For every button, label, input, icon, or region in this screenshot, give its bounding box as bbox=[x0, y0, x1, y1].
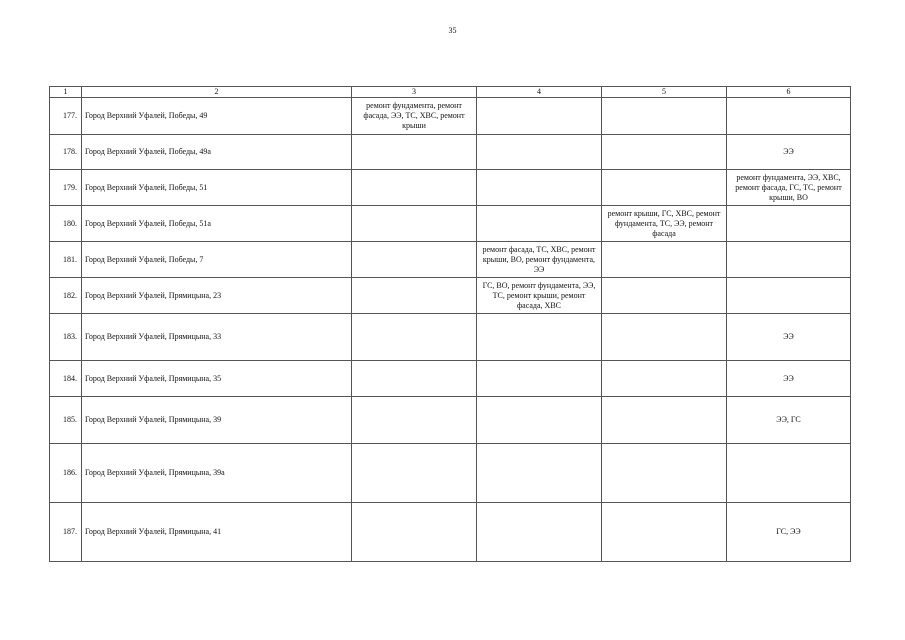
works-table bbox=[49, 86, 851, 562]
cell-num: 180. bbox=[50, 206, 82, 242]
table-row bbox=[50, 397, 851, 444]
cell-c4: ГС, ВО, ремонт фундамента, ЭЭ, ТС, ремонт крыши, ремонт фасада, ХВС bbox=[477, 278, 602, 314]
cell-c4 bbox=[477, 98, 602, 135]
cell-c5: ремонт крыши, ГС, ХВС, ремонт фундамента, ТС, ЭЭ, ремонт фасада bbox=[602, 206, 727, 242]
cell-num: 186. bbox=[50, 444, 82, 503]
cell-address: Город Верхний Уфалей, Победы, 51 bbox=[82, 170, 352, 206]
cell-address: Город Верхний Уфалей, Прямицына, 23 bbox=[82, 278, 352, 314]
cell-address: Город Верхний Уфалей, Прямицына, 39а bbox=[82, 444, 352, 503]
cell-c5 bbox=[602, 170, 727, 206]
table-row bbox=[50, 314, 851, 361]
cell-c6: ЭЭ bbox=[727, 314, 851, 361]
cell-c5 bbox=[602, 314, 727, 361]
table-row bbox=[50, 206, 851, 242]
cell-address: Город Верхний Уфалей, Победы, 7 bbox=[82, 242, 352, 278]
cell-num: 185. bbox=[50, 397, 82, 444]
cell-c5 bbox=[602, 135, 727, 170]
column-header: 2 bbox=[82, 87, 352, 98]
cell-c6 bbox=[727, 242, 851, 278]
column-header: 5 bbox=[602, 87, 727, 98]
cell-c3 bbox=[352, 170, 477, 206]
cell-address: Город Верхний Уфалей, Победы, 51а bbox=[82, 206, 352, 242]
cell-address: Город Верхний Уфалей, Победы, 49а bbox=[82, 135, 352, 170]
cell-c3: ремонт фундамента, ремонт фасада, ЭЭ, ТС, ХВС, ремонт крыши bbox=[352, 98, 477, 135]
cell-c3 bbox=[352, 361, 477, 397]
cell-c6 bbox=[727, 98, 851, 135]
cell-num: 182. bbox=[50, 278, 82, 314]
table-row bbox=[50, 361, 851, 397]
column-header: 1 bbox=[50, 87, 82, 98]
cell-c5 bbox=[602, 98, 727, 135]
cell-c6: ГС, ЭЭ bbox=[727, 503, 851, 562]
cell-address: Город Верхний Уфалей, Прямицына, 39 bbox=[82, 397, 352, 444]
cell-c3 bbox=[352, 135, 477, 170]
cell-c6 bbox=[727, 206, 851, 242]
cell-c5 bbox=[602, 242, 727, 278]
cell-c5 bbox=[602, 361, 727, 397]
cell-num: 183. bbox=[50, 314, 82, 361]
cell-c4 bbox=[477, 135, 602, 170]
cell-c6 bbox=[727, 444, 851, 503]
cell-c5 bbox=[602, 278, 727, 314]
cell-address: Город Верхний Уфалей, Победы, 49 bbox=[82, 98, 352, 135]
cell-num: 179. bbox=[50, 170, 82, 206]
cell-c6: ЭЭ, ГС bbox=[727, 397, 851, 444]
table-row bbox=[50, 135, 851, 170]
cell-num: 177. bbox=[50, 98, 82, 135]
column-header: 4 bbox=[477, 87, 602, 98]
cell-address: Город Верхний Уфалей, Прямицына, 35 bbox=[82, 361, 352, 397]
cell-num: 187. bbox=[50, 503, 82, 562]
cell-c3 bbox=[352, 278, 477, 314]
cell-c5 bbox=[602, 503, 727, 562]
cell-c5 bbox=[602, 397, 727, 444]
cell-c4 bbox=[477, 444, 602, 503]
cell-c3 bbox=[352, 314, 477, 361]
cell-c3 bbox=[352, 397, 477, 444]
cell-c4 bbox=[477, 361, 602, 397]
cell-c4 bbox=[477, 206, 602, 242]
table-row bbox=[50, 503, 851, 562]
cell-c3 bbox=[352, 503, 477, 562]
cell-c6: ЭЭ bbox=[727, 135, 851, 170]
cell-num: 184. bbox=[50, 361, 82, 397]
cell-c4 bbox=[477, 397, 602, 444]
table-row bbox=[50, 242, 851, 278]
table-row bbox=[50, 98, 851, 135]
cell-address: Город Верхний Уфалей, Прямицына, 41 bbox=[82, 503, 352, 562]
cell-num: 181. bbox=[50, 242, 82, 278]
cell-c3 bbox=[352, 242, 477, 278]
cell-address: Город Верхний Уфалей, Прямицына, 33 bbox=[82, 314, 352, 361]
column-header: 3 bbox=[352, 87, 477, 98]
table-row bbox=[50, 170, 851, 206]
column-header: 6 bbox=[727, 87, 851, 98]
cell-c4 bbox=[477, 314, 602, 361]
page-number: 35 bbox=[448, 26, 457, 35]
cell-c3 bbox=[352, 444, 477, 503]
cell-c6: ЭЭ bbox=[727, 361, 851, 397]
cell-c4: ремонт фасада, ТС, ХВС, ремонт крыши, ВО, ремонт фундамента, ЭЭ bbox=[477, 242, 602, 278]
table-row bbox=[50, 444, 851, 503]
cell-c4 bbox=[477, 170, 602, 206]
table-header-row bbox=[50, 87, 851, 98]
table-row bbox=[50, 278, 851, 314]
cell-c4 bbox=[477, 503, 602, 562]
cell-num: 178. bbox=[50, 135, 82, 170]
cell-c6 bbox=[727, 278, 851, 314]
cell-c5 bbox=[602, 444, 727, 503]
cell-c6: ремонт фундамента, ЭЭ, ХВС, ремонт фасада, ГС, ТС, ремонт крыши, ВО bbox=[727, 170, 851, 206]
cell-c3 bbox=[352, 206, 477, 242]
